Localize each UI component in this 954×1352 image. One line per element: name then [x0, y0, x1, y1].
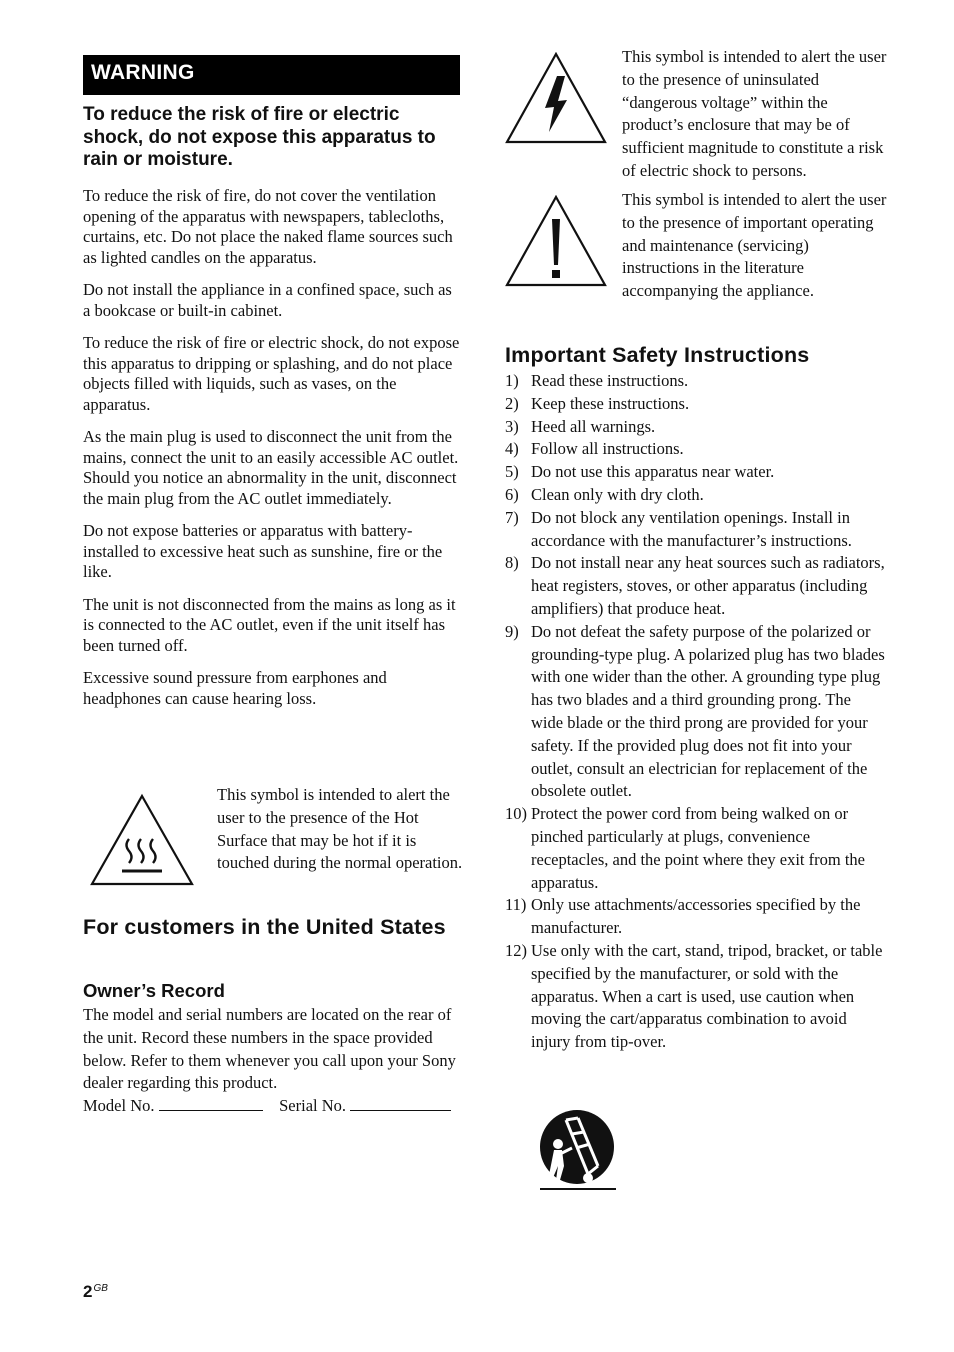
- list-item: 3) Heed all warnings.: [505, 416, 656, 436]
- list-item: 12) Use only with the cart, stand, tripod, bracket, or table specified by the manufacturer, or sold with the apparatus. When a cart is used, use caution when moving the cart/apparatus combination to avoid injury from tip-over.: [505, 940, 883, 1052]
- warning-lead: To reduce the risk of fire or electric shock, do not expose this apparatus to rain or moisture.: [83, 104, 436, 170]
- list-item: 8) Do not install near any heat sources such as radiators, heat registers, stoves, or other apparatus (including amplifiers) that produce heat.: [505, 553, 885, 618]
- list-item: 1) Read these instructions.: [505, 371, 689, 390]
- paragraph: Excessive sound pressure from earphones and headphones can cause hearing loss.: [83, 668, 387, 708]
- list-item: 11) Only use attachments/accessories specified by the manufacturer.: [505, 895, 861, 938]
- hot-surface-icon: [89, 793, 195, 887]
- page-suffix: GB: [93, 1283, 108, 1294]
- owners-record-heading: Owner’s Record: [83, 980, 225, 1001]
- list-item: 5) Do not use this apparatus near water.: [505, 462, 775, 482]
- model-number-blank[interactable]: [159, 1110, 263, 1111]
- record-fields: [83, 1095, 460, 1118]
- hot-surface-text: This symbol is intended to alert the user to the presence of the Hot Surface that may be hot if it is touched during the normal operation.: [217, 785, 463, 873]
- list-item: 2) Keep these instructions.: [505, 393, 690, 413]
- owners-record-text: The model and serial numbers are located on the rear of the unit. Record these numbers in the space provided below. Refer to them whenever you call upon your Sony dealer regarding this product.: [83, 1005, 456, 1093]
- us-customers-heading: For customers in the United States: [83, 915, 446, 939]
- paragraph: Do not install the appliance in a confined space, such as a bookcase or built-in cabinet.: [83, 280, 452, 320]
- cart-tip-over-icon: [536, 1108, 620, 1194]
- warning-title: WARNING: [91, 61, 195, 84]
- safety-instructions-list: [505, 370, 885, 1054]
- serial-label: Serial No.: [279, 1096, 347, 1116]
- warning-banner: [83, 55, 460, 95]
- serial-number-blank[interactable]: [350, 1110, 451, 1111]
- warning-paragraphs: [83, 186, 460, 721]
- list-item: 7) Do not block any ventilation openings. Install in accordance with the manufacturer’s instructions.: [505, 507, 852, 550]
- paragraph: To reduce the risk of fire or electric shock, do not expose this apparatus to dripping or splashing, and do not place objects filled with liquids, such as vases, on the apparatus.: [83, 333, 460, 414]
- owners-record: [83, 1004, 460, 1118]
- list-item: 4) Follow all instructions.: [505, 439, 684, 459]
- exclamation-warning-icon: [505, 195, 607, 287]
- safety-instructions-heading: Important Safety Instructions: [505, 343, 810, 367]
- paragraph: Do not expose batteries or apparatus with battery-installed to excessive heat such as sunshine, fire or the like.: [83, 521, 443, 581]
- paragraph: As the main plug is used to disconnect the unit from the mains, connect the unit to an easily accessible AC outlet. Should you notice an abnormality in the unit, disconnect the main plug from the AC outlet immediately.: [83, 427, 459, 508]
- hot-surface-notice: [83, 784, 463, 899]
- list-item: 9) Do not defeat the safety purpose of the polarized or grounding-type plug. A polarized plug has two blades with one wider than the other. A grounding type plug has two blades and a third grounding prong. The wide blade or the third prong are provided for your safety. If the provided plug does not fit into your outlet, consult an electrician for replacement of the obsolete outlet.: [505, 621, 885, 801]
- list-item: 6) Clean only with dry cloth.: [505, 484, 704, 504]
- page-number: $2^{GB}$: [83, 1282, 108, 1301]
- paragraph: The unit is not disconnected from the mains as long as it is connected to the AC outlet, even if the unit itself has been turned off.: [83, 594, 456, 655]
- model-label: Model No.: [83, 1096, 155, 1116]
- exclamation-warning-text: This symbol is intended to alert the user to the presence of important operating and maintenance (servicing) instructions in the literature accompanying the appliance.: [622, 190, 887, 301]
- dangerous-voltage-icon: [505, 52, 607, 144]
- list-item: 10) Protect the power cord from being walked on or pinched particularly at plugs, convenience receptacles, and the point where they exit from the apparatus.: [505, 804, 865, 892]
- dangerous-voltage-text: This symbol is intended to alert the user to the presence of uninsulated “dangerous voltage” within the product’s enclosure that may be of sufficient magnitude to constitute a risk of electric shock to persons.: [622, 47, 887, 180]
- paragraph: To reduce the risk of fire, do not cover the ventilation opening of the apparatus with newspapers, tablecloths, curtains, etc. Do not place the naked flame sources such as lighted candles on the apparatus.: [83, 186, 453, 267]
